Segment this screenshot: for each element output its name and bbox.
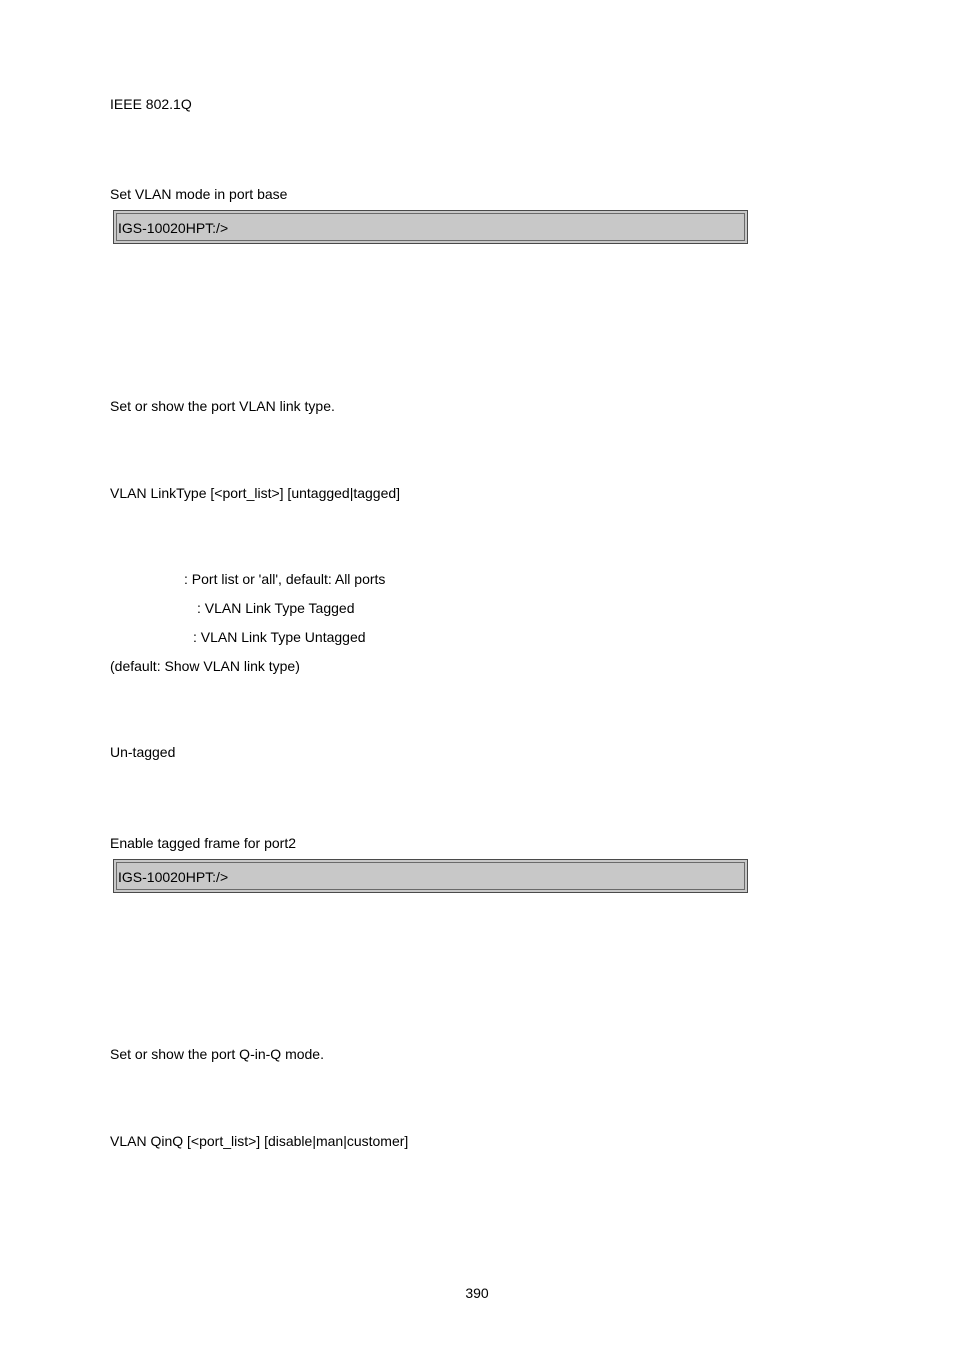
page-number: 390 <box>465 1285 489 1301</box>
vlan-mode-example-description: Set VLAN mode in port base <box>110 186 288 202</box>
linktype-command-box <box>113 859 748 893</box>
linktype-default-value: Un-tagged <box>110 744 176 760</box>
linktype-param-default: (default: Show VLAN link type) <box>110 658 300 674</box>
linktype-param-tagged: : VLAN Link Type Tagged <box>197 600 355 616</box>
qinq-syntax: VLAN QinQ [<port_list>] [disable|man|customer] <box>110 1133 409 1149</box>
qinq-description: Set or show the port Q-in-Q mode. <box>110 1046 324 1062</box>
command-prompt: IGS-10020HPT:/> <box>118 869 229 885</box>
linktype-description: Set or show the port VLAN link type. <box>110 398 335 414</box>
vlan-mode-command-box <box>113 210 748 244</box>
command-prompt: IGS-10020HPT:/> <box>118 220 229 236</box>
vlan-mode-default-value: IEEE 802.1Q <box>110 96 192 112</box>
linktype-syntax: VLAN LinkType [<port_list>] [untagged|tagged] <box>110 485 401 501</box>
linktype-example-description: Enable tagged frame for port2 <box>110 835 297 851</box>
linktype-param-untagged: : VLAN Link Type Untagged <box>193 629 366 645</box>
linktype-param-port-list: : Port list or 'all', default: All ports <box>184 571 386 587</box>
